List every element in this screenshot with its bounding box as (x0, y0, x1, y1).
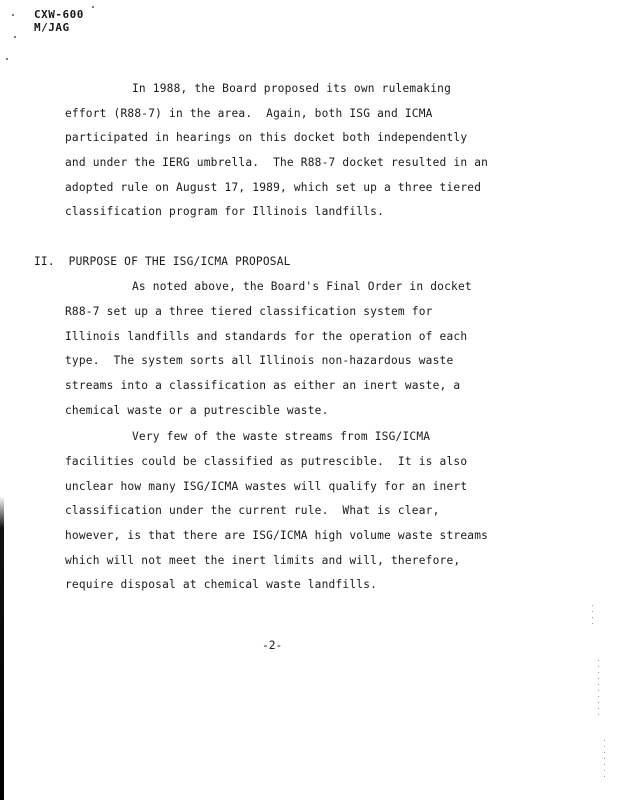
paragraph-2-line: type. The system sorts all Illinois non-hazardous waste (65, 354, 454, 367)
scan-noise (604, 740, 605, 780)
scan-noise (598, 660, 599, 720)
paragraph-2-line: chemical waste or a putrescible waste. (65, 404, 329, 417)
paragraph-1-line: and under the IERG umbrella. The R88-7 docket resulted in an (65, 156, 489, 169)
header-code-line-1: CXW-600 (34, 8, 84, 21)
scan-speck (92, 6, 94, 8)
paragraph-2-line: Illinois landfills and standards for the operation of each (65, 330, 468, 343)
paragraph-1-line: effort (R88-7) in the area. Again, both ISG and ICMA (65, 107, 433, 120)
paragraph-1-line: classification program for Illinois landfills. (65, 205, 385, 218)
paragraph-3-line: Very few of the waste streams from ISG/ICMA (132, 430, 431, 443)
paragraph-3-line: which will not meet the inert limits and will, therefore, (65, 554, 461, 567)
scan-edge-shadow (0, 0, 4, 800)
scan-speck (6, 58, 8, 60)
scan-noise (592, 605, 593, 627)
paragraph-3-line: facilities could be classified as putrescible. It is also (65, 455, 468, 468)
section-heading: II. PURPOSE OF THE ISG/ICMA PROPOSAL (34, 255, 291, 268)
header-code-line-2: M/JAG (34, 21, 70, 34)
paragraph-3-line: require disposal at chemical waste landfills. (65, 578, 378, 591)
paragraph-3-line: unclear how many ISG/ICMA wastes will qualify for an inert (65, 480, 468, 493)
scan-speck (12, 14, 14, 16)
document-header-code (34, 8, 84, 34)
scan-speck (14, 36, 16, 38)
paragraph-2-line: As noted above, the Board's Final Order in docket (132, 280, 472, 293)
paragraph-1-line: adopted rule on August 17, 1989, which set up a three tiered (65, 181, 482, 194)
page-number: -2- (262, 639, 283, 652)
paragraph-1-line: participated in hearings on this docket both independently (65, 131, 468, 144)
paragraph-2-line: R88-7 set up a three tiered classification system for (65, 305, 433, 318)
paragraph-3-line: classification under the current rule. What is clear, (65, 504, 440, 517)
paragraph-1-line: In 1988, the Board proposed its own rulemaking (132, 82, 452, 95)
paragraph-3-line: however, is that there are ISG/ICMA high volume waste streams (65, 529, 489, 542)
paragraph-2-line: streams into a classification as either an inert waste, a (65, 379, 461, 392)
